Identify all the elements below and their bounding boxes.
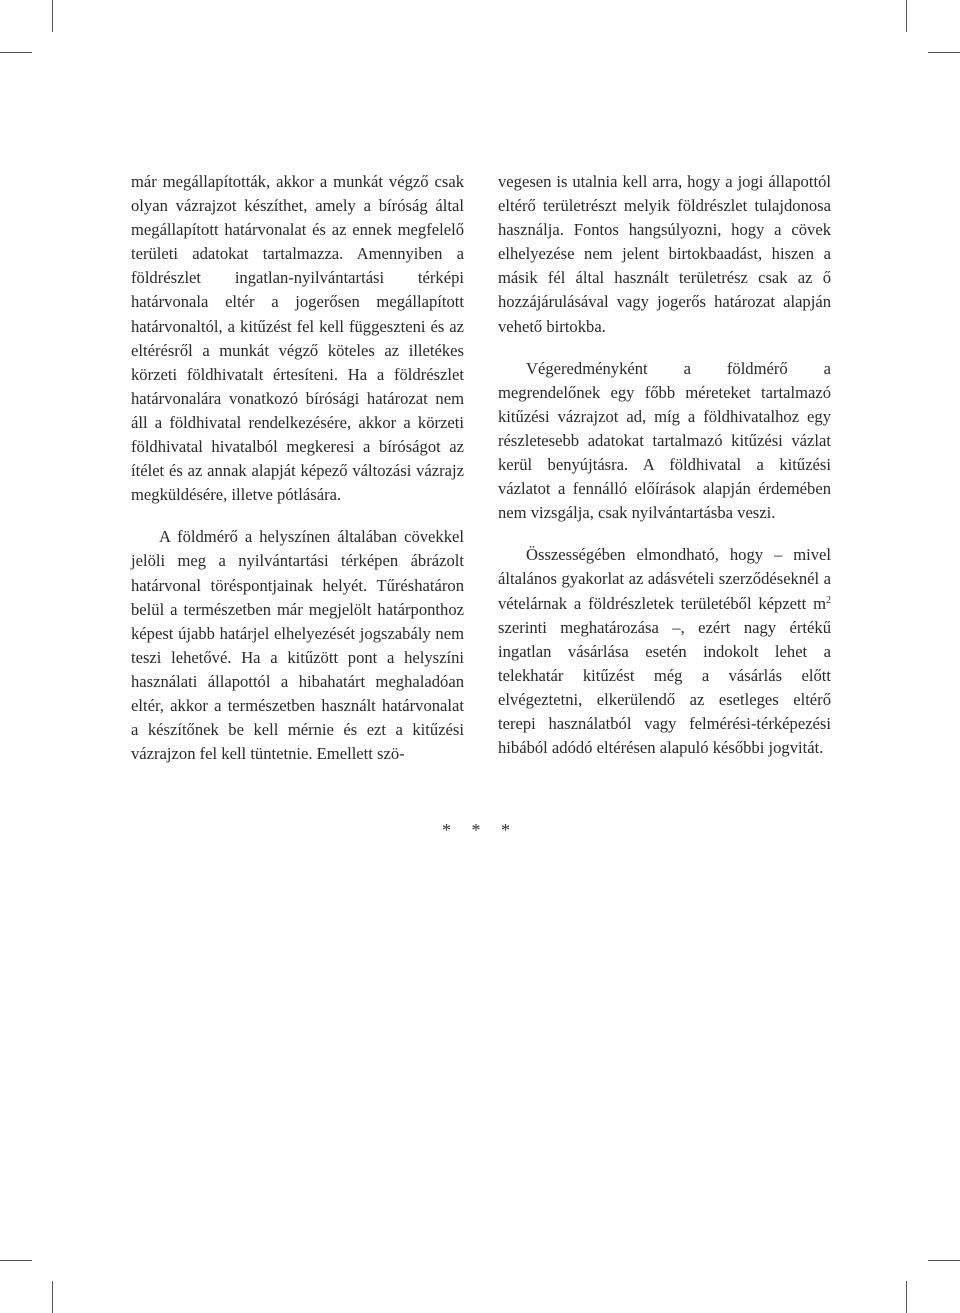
paragraph: A földmérő a helyszínen általában cövekkel jelöli meg a nyilvántartási térképen ábrázolt határvonal töréspontjainak helyét. Tűréshatáron belül a természetben már megjelölt határponthoz képest újabb határjel elhelyezését jogszabály nem teszi lehetővé. Ha a kitűzött pont a helyszíni használati állapottól a hibahatárt meghaladóan eltér, akkor a természetben használt határvonalat a készítőnek be kell mérnie és ezt a kitűzési vázrajzon fel kell tüntetnie. Emellett szö- — [131, 527, 464, 764]
crop-mark-right-bottom — [928, 1260, 960, 1261]
crop-mark-top-left — [52, 0, 53, 32]
crop-mark-bottom-right — [906, 1281, 907, 1313]
crop-mark-bottom-left — [52, 1281, 53, 1313]
crop-mark-right — [928, 52, 960, 53]
right-column — [498, 170, 831, 760]
paragraph: vegesen is utalnia kell arra, hogy a jogi állapottól eltérő területrészt melyik földrészlet tulajdonosa használja. Fontos hangsúlyozni, hogy a cövek elhelyezése nem jelent birtokbaadást, hiszen a másik fél által használt területrész csak az ő hozzájárulásával vagy jogerős határozat alapján vehető birtokba. — [498, 172, 831, 336]
superscript: 2 — [826, 594, 831, 606]
crop-mark-left — [0, 52, 32, 53]
paragraph: már megállapították, akkor a munkát végző csak olyan vázrajzot készíthet, amely a bíróság által megállapított határvonalat és az ennek megfelelő területi adatokat tartalmazza. Amennyiben a földrészlet ingatlan-nyilvántartási térképi határvonala eltér a jogerősen megállapított határvonaltól, a kitűzést fel kell függeszteni és az eltérésről a munkát végző köteles az illetékes körzeti földhivatalt értesíteni. Ha a földrészlet határvonalára vonatkozó bírósági határozat nem áll a földhivatal rendelkezésére, akkor a körzeti földhivatal hivatalból megkeresi a bíróságot az ítélet és az annak alapját képező változási vázrajz megküldésére, illetve pótlására. — [131, 172, 464, 505]
crop-mark-top-right — [906, 0, 907, 32]
section-separator: * * * — [442, 820, 518, 840]
crop-mark-left-bottom — [0, 1260, 32, 1261]
paragraph-text: Összességében elmondható, hogy – mivel általános gyakorlat az adásvételi szerződéseknél a vételárnak a földrészletek területéből képzett m — [498, 545, 831, 613]
paragraph — [498, 543, 831, 760]
paragraph: Végeredményként a földmérő a megrendelőnek egy főbb méreteket tartalmazó kitűzési vázrajzot ad, míg a földhivatalhoz egy részletesebb adatokat tartalmazó kitűzési vázlat kerül benyújtásra. A földhivatal a kitűzési vázlatot a fennálló előírások alapján érdemében nem vizsgálja, csak nyilvántartásba veszi. — [498, 358, 831, 523]
paragraph-text: szerinti meghatározása –, ezért nagy értékű ingatlan vásárlása esetén indokolt lehet a telekhatár kitűzést még a vásárlás előtt elvégeztetni, elkerülendő az esetleges eltérő terepi használatból vagy felmérési-térképezési hibából adódó eltérésen alapuló későbbi jogvitát. — [498, 617, 831, 758]
left-column — [131, 170, 464, 766]
